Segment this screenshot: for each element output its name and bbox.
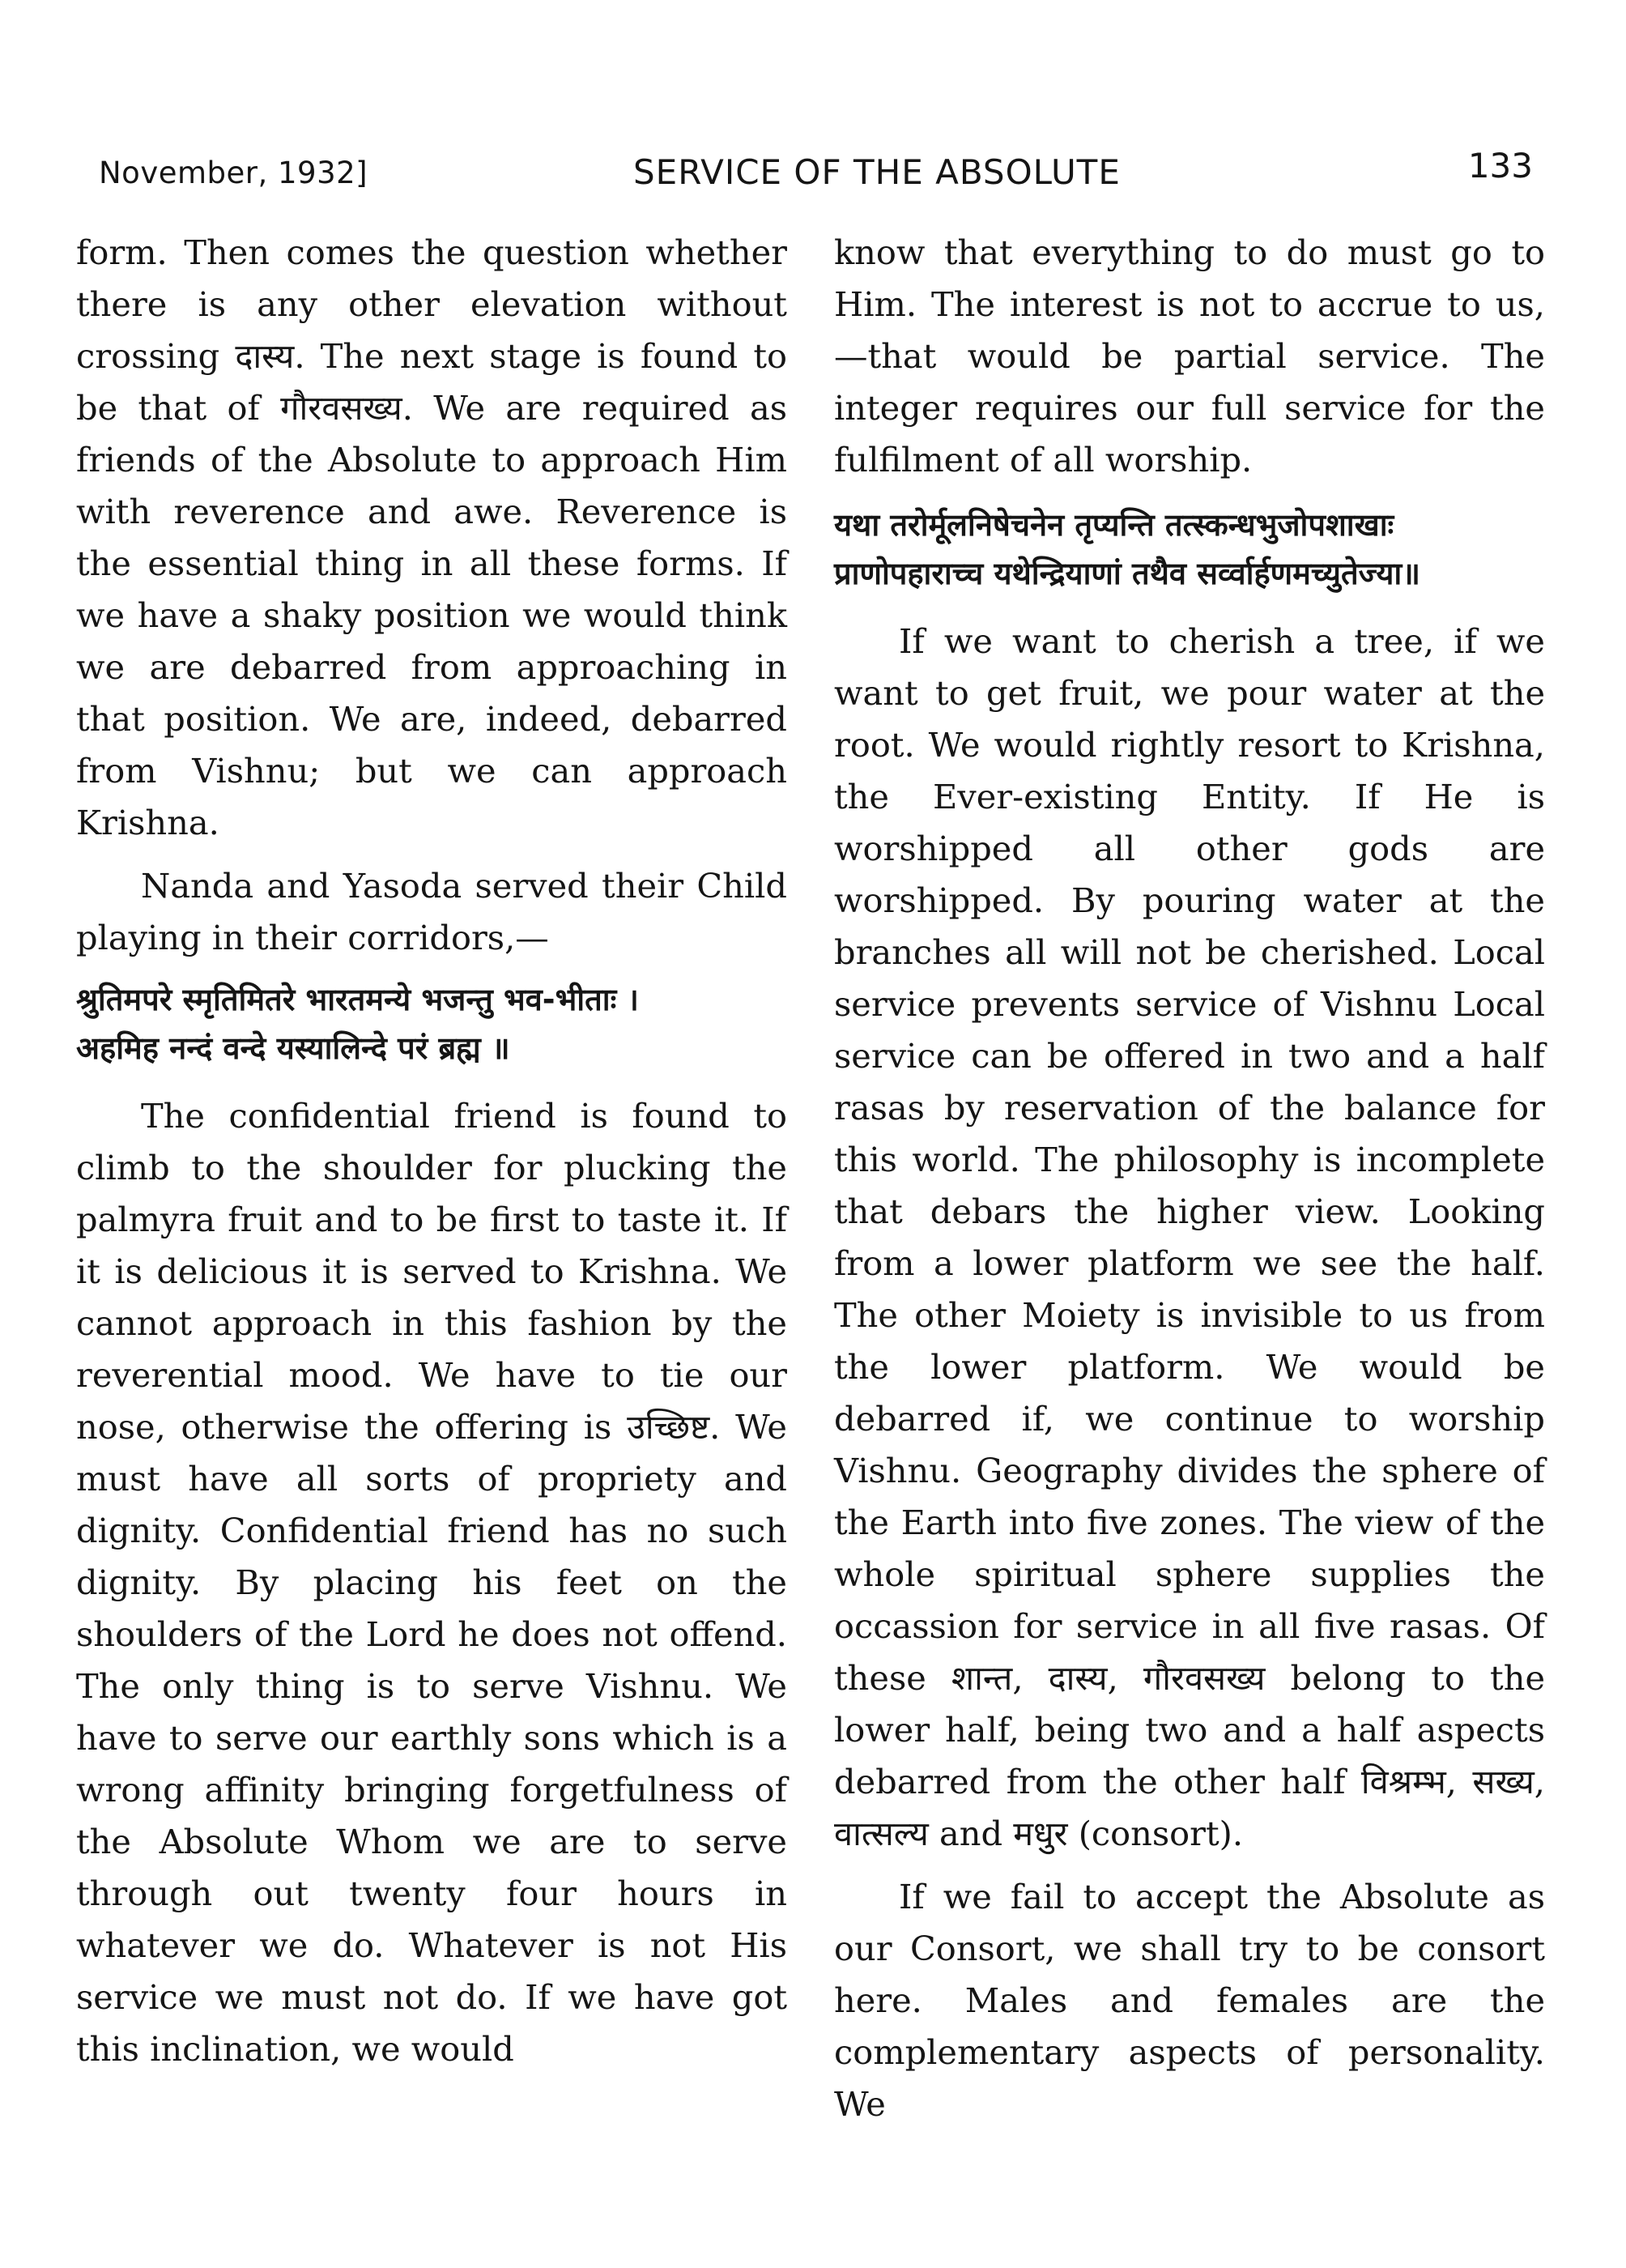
running-head (96, 146, 1533, 194)
right-column (834, 227, 1545, 2130)
issue-date: November, 1932] (99, 156, 368, 190)
page-number: 133 (1467, 146, 1533, 185)
paragraph: The confidential friend is found to climb to the shoulder for plucking the palmyra fruit and to be first to taste it. If it is delicious it is served to Krishna. We cannot approach in this fashion by the reverential mood. We have to tie our nose, otherwise the offering is उच्छिष्ट. We must have all sorts of propriety and dignity. Confidential friend has no such dignity. By placing his feet on the shoulders of the Lord he does not offend. The only thing is to serve Vishnu. We have to serve our earthly sons which is a wrong affinity bringing forgetfulness of the Absolute Whom we are to serve through out twenty four hours in whatever we do. Whatever is not His service we must not do. If we have got this inclination, we would (76, 1096, 787, 2069)
sanskrit-verse (76, 975, 787, 1072)
paragraph: Nanda and Yasoda served their Child playing in their corridors,— (76, 866, 787, 957)
paragraph: If we want to cherish a tree, if we want to get fruit, we pour water at the root. We would rightly resort to Krishna, the Ever-existing Entity. If He is worshipped all other gods are worshipped. By pouring water at the branches all will not be cherished. Local service prevents service of Vishnu Local service can be offered in two and a half rasas by reservation of the balance for this world. The philosophy is incomplete that debars the higher view. Looking from a lower platform we see the half. The other Moiety is invisible to us from the lower platform. We would be debarred if, we continue to worship Vishnu. Geography divides the sphere of the Earth into five zones. The view of the whole spiritual sphere supplies the occassion for service in all five rasas. Of these शान्त, दास्य, गौरवसख्य belong to the lower half, being two and a half aspects debarred from the other half विश्रम्भ, सख्य, वात्सल्य and मधुर (consort). (834, 621, 1545, 1853)
verse-line: श्रुतिमपरे स्मृतिमितरे भारतमन्ये भजन्तु भव-भीताः । (76, 982, 639, 1017)
left-column (76, 227, 787, 2075)
paragraph: If we fail to accept the Absolute as our Consort, we shall try to be consort here. Males and females are the complementary aspects of personality. We (834, 1877, 1545, 2124)
verse-line: अहमिह नन्दं वन्दे यस्यालिन्दे परं ब्रह्म ॥ (76, 1030, 510, 1066)
verse-line: यथा तरोर्मूलनिषेचनेन तृप्यन्ति तत्स्कन्धभुजोपशाखाः (834, 507, 1394, 543)
paragraph: form. Then comes the question whether there is any other elevation without crossing दास्य. The next stage is found to be that of गौरवसख्य. We are required as friends of the Absolute to approach Him with reverence and awe. Reverence is the essential thing in all these forms. If we have a shaky position we would think we are debarred from approaching in that position. We are, indeed, debarred from Vishnu; but we can approach Krishna. (76, 232, 787, 842)
sanskrit-verse (834, 501, 1545, 598)
paragraph: know that everything to do must go to Him. The interest is not to accrue to us,—that would be partial service. The integer requires our full service for the fulfilment of all worship. (834, 232, 1545, 480)
verse-line: प्राणोपहाराच्च यथेन्द्रियाणां तथैव सर्व्वार्हणमच्युतेज्या॥ (834, 556, 1420, 591)
running-title: SERVICE OF THE ABSOLUTE (633, 152, 1121, 192)
